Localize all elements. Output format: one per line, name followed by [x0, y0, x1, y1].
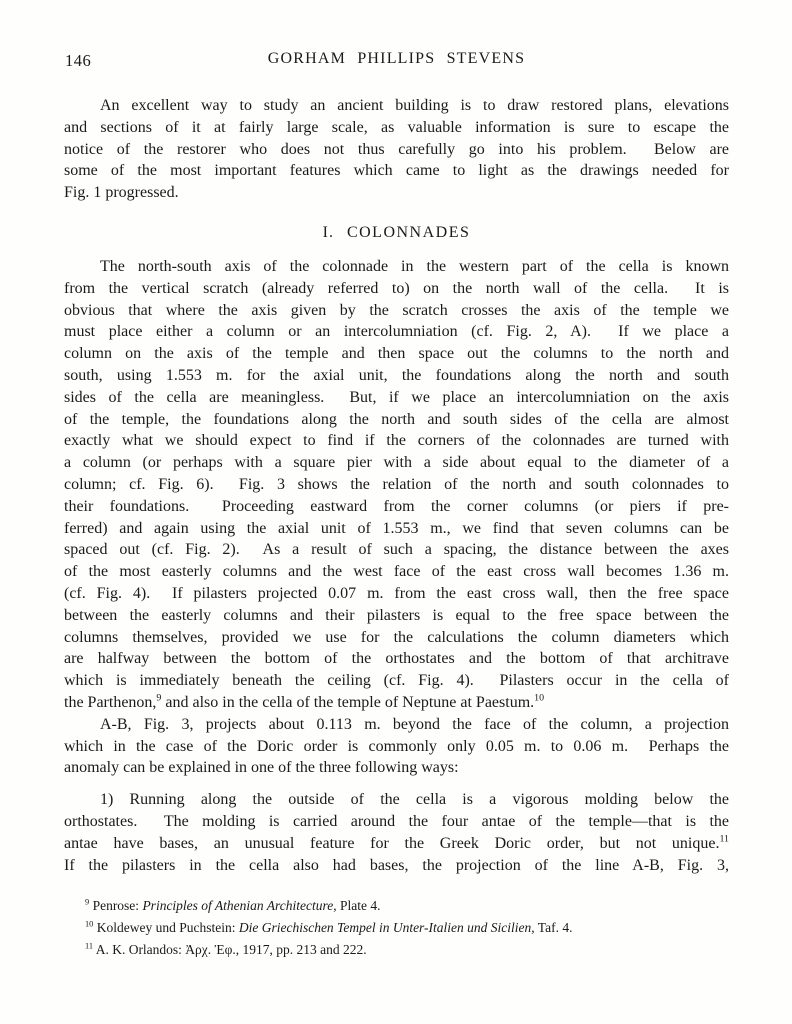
paragraph-item-1 — [64, 789, 729, 876]
text-line: The north-south axis of the colonnade in the western part of the cella is known — [100, 257, 729, 275]
text-line: must place either a column or an intercolumniation (cf. Fig. 2, A). If we place a — [64, 323, 729, 341]
footnote-line: $^{11}$ A. K. Orlandos: Ἀρχ. Ἐφ., 1917, pp. 213 and 222. — [85, 941, 367, 958]
paragraph-colonnades — [64, 256, 729, 714]
footnotes — [64, 895, 729, 961]
footnote-line: $^{10}$ Koldewey und Puchstein: Die Griechischen Tempel in Unter-Italien und Sicilien, Taf. 4. — [85, 919, 573, 936]
text-line: of the most easterly columns and the west face of the east cross wall becomes 1.36 m. — [64, 563, 729, 581]
text-line: are halfway between the bottom of the orthostates and the bottom of that architrave — [64, 650, 729, 668]
text-line: a column (or perhaps with a square pier with a side about equal to the diameter of a — [64, 454, 729, 472]
text-line: some of the most important features which came to light as the drawings needed for — [64, 162, 729, 180]
running-title: GORHAM PHILLIPS STEVENS — [267, 50, 526, 67]
text-line: between the easterly columns and their pilasters is equal to the free space between the — [64, 606, 729, 624]
text-line: column on the axis of the temple and then space out the columns to the north and — [64, 345, 729, 363]
text-line: their foundations. Proceeding eastward from the corner columns (or piers if pre- — [64, 497, 729, 515]
text-line: If the pilasters in the cella also had bases, the projection of the line A-B, Fig. 3, — [64, 856, 729, 874]
text-line: from the vertical scratch (already referred to) on the north wall of the cella. It is — [64, 279, 729, 297]
text-line: and sections of it at fairly large scale, as valuable information is sure to escape the — [64, 118, 729, 136]
text-line: column; cf. Fig. 6). Fig. 3 shows the relation of the north and south colonnades to — [64, 475, 729, 493]
section-numeral: I. — [322, 223, 334, 241]
text-line: sides of the cella are meaningless. But, if we place an intercolumniation on the axis — [64, 388, 729, 406]
section-heading — [64, 224, 729, 246]
text-line: of the temple, the foundations along the north and south sides of the cella are almost — [64, 410, 729, 428]
text-line: obvious that where the axis given by the scratch crosses the axis of the temple we — [64, 301, 729, 319]
text-line: which is immediately beneath the ceiling (cf. Fig. 4). Pilasters occur in the cella of — [64, 672, 729, 690]
section-label: COLONNADES — [346, 223, 471, 241]
paragraph-projection — [64, 714, 729, 779]
text-line: (cf. Fig. 4). If pilasters projected 0.07 m. from the east cross wall, then the free space — [64, 584, 729, 602]
text-line: anomaly can be explained in one of the three following ways: — [64, 759, 459, 777]
text-line: 1) Running along the outside of the cella is a vigorous molding below the — [100, 791, 729, 809]
page-header — [64, 50, 729, 70]
page-number: 146 — [65, 51, 92, 70]
text-line: orthostates. The molding is carried around the four antae of the temple—that is the — [64, 812, 729, 830]
text-line: spaced out (cf. Fig. 2). As a result of such a spacing, the distance between the axes — [64, 541, 729, 559]
text-line: ferred) and again using the axial unit of 1.553 m., we find that seven columns can be — [64, 519, 729, 537]
text-line: A-B, Fig. 3, projects about 0.113 m. beyond the face of the column, a projection — [100, 715, 729, 733]
text-block — [64, 50, 729, 961]
text-line: Fig. 1 progressed. — [64, 184, 179, 202]
paragraph-intro — [64, 95, 729, 204]
text-line: exactly what we should expect to find if the corners of the colonnades are turned with — [64, 432, 729, 450]
text-line: south, using 1.553 m. for the axial unit, the foundations along the north and south — [64, 366, 729, 384]
text-line: notice of the restorer who does not thus carefully go into his problem. Below are — [64, 140, 729, 158]
text-line: An excellent way to study an ancient building is to draw restored plans, elevations — [100, 97, 729, 114]
footnote-line: $^9$ Penrose: Principles of Athenian Architecture, Plate 4. — [85, 897, 381, 914]
text-line: antae have bases, an unusual feature for the Greek Doric order, but not unique.$^{11}$ — [64, 833, 729, 852]
text-line: columns themselves, provided we use for the calculations the column diameters which — [64, 628, 729, 646]
text-line: the Parthenon,$^9$ and also in the cella of the temple of Neptune at Paestum.$^{10}$ — [64, 692, 545, 711]
text-line: which in the case of the Doric order is commonly only 0.05 m. to 0.06 m. Perhaps the — [64, 737, 729, 755]
